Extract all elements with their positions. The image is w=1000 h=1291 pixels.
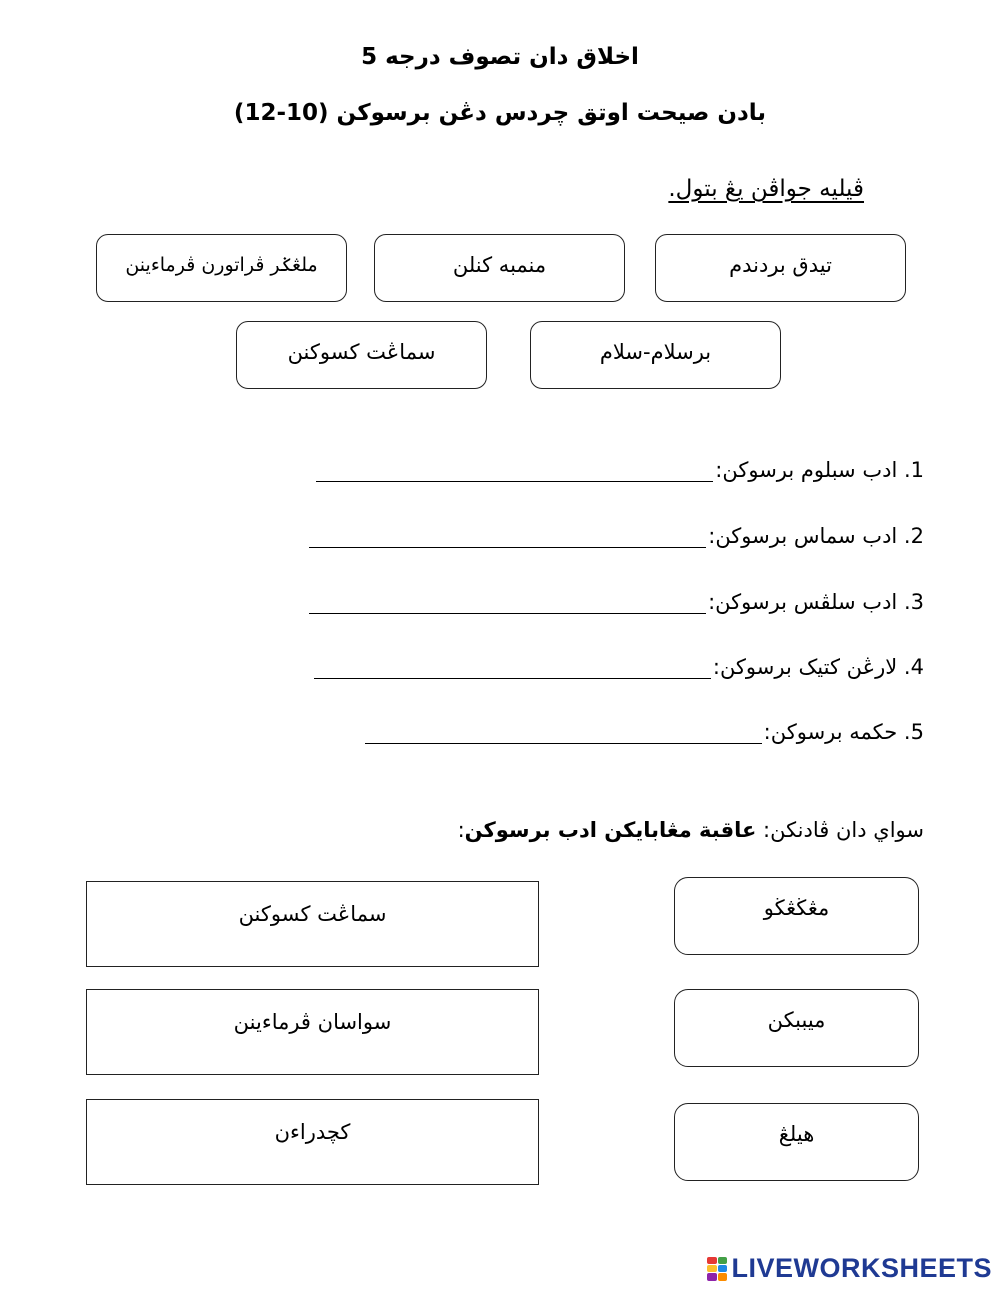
matching-instruction-bold: عاقبة مڠابايکن ادب برسوکن — [464, 818, 757, 842]
match-item-left[interactable] — [86, 989, 539, 1075]
match-item-label: ميببکن — [767, 1008, 826, 1032]
answer-blank[interactable] — [309, 525, 706, 548]
question-row — [309, 590, 924, 614]
liveworksheets-logo-icon — [707, 1257, 727, 1281]
word-bank-option[interactable] — [96, 234, 347, 302]
match-item-label: سواسان ڤرماءينن — [233, 1010, 392, 1034]
match-item-label: هيلڠ — [778, 1122, 815, 1146]
question-label: 3. ادب سلڤس برسوکن: — [708, 590, 924, 614]
matching-instruction — [458, 818, 924, 842]
match-item-label: کچدراءن — [274, 1120, 351, 1144]
instruction-text: ڤيليه جواڤن يڠ بتول. — [668, 176, 864, 202]
word-bank-label: سماڠت کسوکنن — [287, 340, 436, 364]
match-item-left[interactable] — [86, 1099, 539, 1185]
match-item-right[interactable] — [674, 989, 919, 1067]
word-bank-label: برسلام-سلام — [599, 340, 712, 364]
liveworksheets-logo-text: LIVEWORKSHEETS — [731, 1253, 992, 1283]
word-bank-option[interactable] — [236, 321, 487, 389]
word-bank-label: ملڠݢر ڤراتورن ڤرماءينن — [125, 254, 318, 276]
question-label: 5. حکمه برسوکن: — [763, 720, 924, 744]
answer-blank[interactable] — [314, 656, 711, 679]
word-bank-option[interactable] — [374, 234, 625, 302]
match-item-left[interactable] — [86, 881, 539, 967]
worksheet-subtitle: بادن صيحت اوتق چردس دڠن برسوکن (10-12) — [233, 100, 767, 126]
question-row — [316, 458, 924, 482]
word-bank-option[interactable] — [655, 234, 906, 302]
word-bank-option[interactable] — [530, 321, 781, 389]
liveworksheets-logo — [707, 1253, 992, 1284]
question-label: 1. ادب سبلوم برسوکن: — [715, 458, 924, 482]
question-row — [365, 720, 924, 744]
question-label: 4. لارڠن کتيک برسوکن: — [712, 655, 924, 679]
match-item-right[interactable] — [674, 877, 919, 955]
answer-blank[interactable] — [309, 591, 706, 614]
match-item-right[interactable] — [674, 1103, 919, 1181]
question-row — [314, 655, 924, 679]
word-bank-label: تيدق بردندم — [729, 253, 832, 277]
match-item-label: مڠڬڠڬو — [763, 896, 830, 920]
matching-instruction-suffix: : — [457, 818, 465, 842]
match-item-label: سماڠت کسوکنن — [238, 902, 387, 926]
word-bank-label: منمبه کنلن — [452, 253, 547, 277]
answer-blank[interactable] — [365, 721, 762, 744]
answer-blank[interactable] — [316, 459, 713, 482]
worksheet-title: اخلاق دان تصوف درجه 5 — [361, 44, 639, 70]
question-label: 2. ادب سماس برسوکن: — [708, 524, 924, 548]
question-row — [309, 524, 924, 548]
matching-instruction-prefix: سواي دان ڤادنکن: — [756, 818, 924, 842]
